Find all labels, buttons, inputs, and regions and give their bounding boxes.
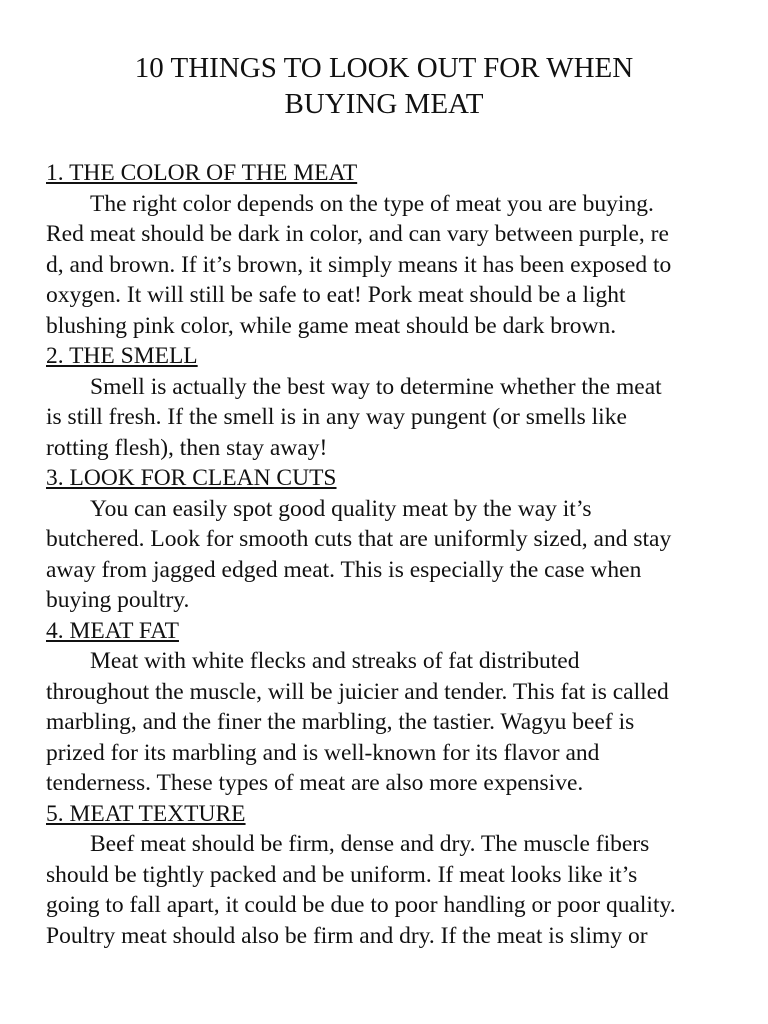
paragraph-line: prized for its marbling and is well-known for its flavor and (46, 739, 600, 766)
section-paragraph (46, 646, 726, 799)
paragraph-line: d, and brown. If it’s brown, it simply means it has been exposed to (46, 251, 672, 278)
paragraph-line: Smell is actually the best way to determine whether the meat (90, 373, 662, 400)
section-paragraph (46, 829, 726, 951)
paragraph-line: blushing pink color, while game meat should be dark brown. (46, 312, 617, 339)
paragraph-line: is still fresh. If the smell is in any way pungent (or smells like (46, 404, 627, 430)
paragraph-line: throughout the muscle, will be juicier and tender. This fat is called (46, 678, 669, 705)
paragraph-line: away from jagged edged meat. This is especially the case when (46, 556, 642, 583)
paragraph-line: should be tightly packed and be uniform. If meat looks like it’s (46, 861, 638, 888)
paragraph-line: The right color depends on the type of meat you are buying. (90, 190, 654, 217)
paragraph-line: rotting flesh), then stay away! (46, 434, 328, 461)
paragraph-line: going to fall apart, it could be due to poor handling or poor quality. (46, 892, 676, 918)
title-line: 10 THINGS TO LOOK OUT FOR WHEN (134, 52, 634, 84)
paragraph-line: Beef meat should be firm, dense and dry. The muscle fibers (90, 831, 650, 857)
paragraph-line: butchered. Look for smooth cuts that are uniformly sized, and stay (46, 526, 672, 552)
section-heading: 1. THE COLOR OF THE MEAT (46, 160, 358, 186)
section-heading: 3. LOOK FOR CLEAN CUTS (46, 465, 337, 491)
document-body (46, 158, 726, 951)
paragraph-line: Poultry meat should also be firm and dry. If the meat is slimy or (46, 922, 648, 949)
paragraph-line: tenderness. These types of meat are also more expensive. (46, 770, 584, 796)
section-heading: 2. THE SMELL (46, 343, 198, 369)
section-smell (46, 341, 726, 463)
paragraph-line: oxygen. It will still be safe to eat! Pork meat should be a light (46, 282, 626, 308)
section-paragraph (46, 189, 726, 342)
paragraph-line: marbling, and the finer the marbling, the tastier. Wagyu beef is (46, 709, 635, 735)
paragraph-line: buying poultry. (46, 587, 190, 613)
title-line: BUYING MEAT (284, 88, 484, 120)
paragraph-line: Red meat should be dark in color, and can vary between purple, re (46, 221, 669, 247)
section-clean-cuts (46, 463, 726, 616)
paragraph-line: Meat with white flecks and streaks of fat distributed (90, 648, 580, 674)
section-meat-texture (46, 799, 726, 952)
section-color (46, 158, 726, 341)
paragraph-line: You can easily spot good quality meat by the way it’s (90, 495, 592, 522)
document-title (60, 50, 708, 122)
section-paragraph (46, 372, 726, 464)
section-paragraph (46, 494, 726, 616)
section-heading: 5. MEAT TEXTURE (46, 800, 246, 827)
section-heading: 4. MEAT FAT (46, 617, 179, 644)
section-meat-fat (46, 616, 726, 799)
